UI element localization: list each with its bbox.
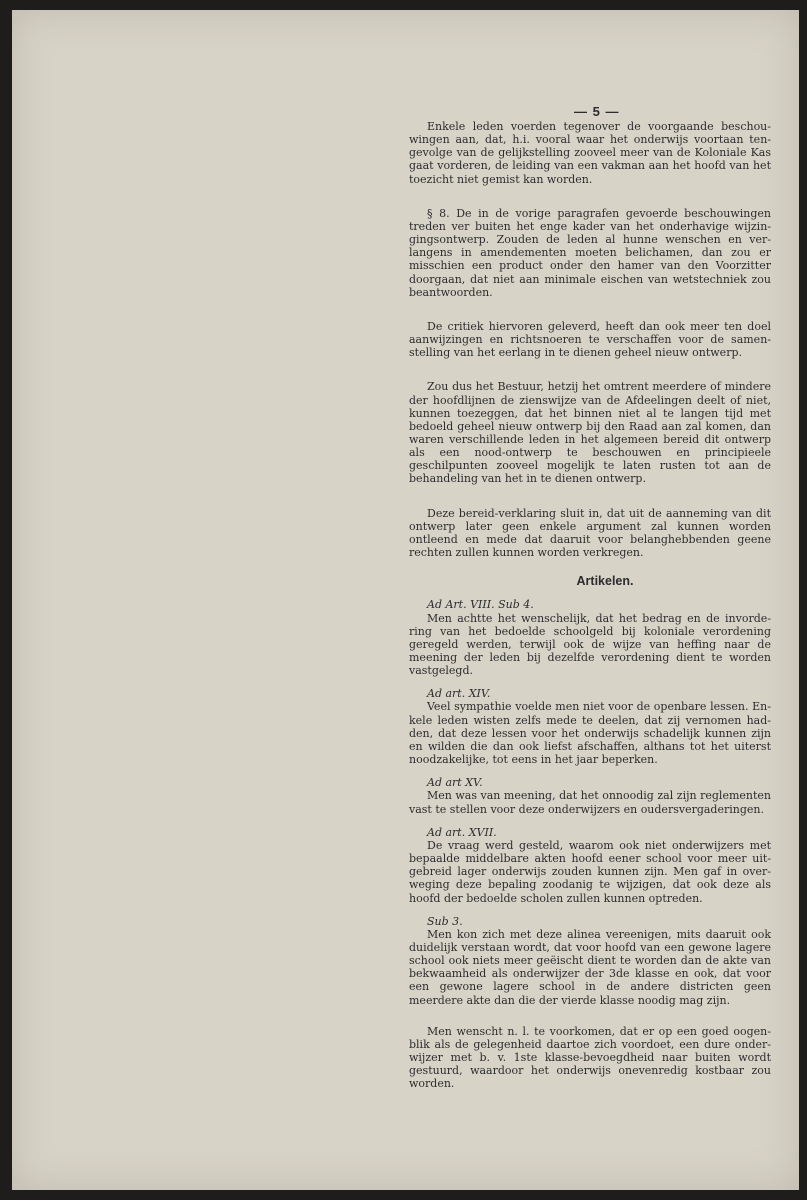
article-text: De vraag werd gesteld, waarom ook niet onderwijzers met bepaalde middelbare akten hoofd eener school voor meer uitgebreid lager onderwijs zouden kunnen zijn. Men gaf in overweging deze bepaling zoodanig te wijzigen, dat ook deze als hoofd der bedoelde scholen zullen kunnen optreden. (409, 838, 771, 905)
text-column (409, 120, 771, 1112)
paragraph-2: § 8. De in de vorige paragrafen gevoerde beschouwingen treden ver buiten het enge kader van het onderhavige wijzingingsontwerp. Zouden de leden al hunne wenschen en verlangens in amendementen moeten belichamen, dan zou er misschien een product onder den hamer van den Voorzitter doorgaan, dat niet aan minimale eischen van wetstechniek zou beantwoorden. (409, 206, 771, 299)
article-text: Men was van meening, dat het onnoodig zal zijn reglementen vast te stellen voor deze onderwijzers en oudersvergaderingen. (409, 789, 771, 816)
paragraph-5: Deze bereid-verklaring sluit in, dat uit de aanneming van dit ontwerp later geen enkele argument zal kunnen worden ontleend en mede dat daaruit voor belanghebbenden geene rechten zullen kunnen worden verkregen. (409, 506, 771, 560)
article-block (409, 776, 771, 815)
article-text: Men achtte het wenschelijk, dat het bedrag en de invordering van het bedoelde schoolgeld bij koloniale verordening geregeld werden, terwijl ook de wijze van heffing naar de meening der leden bij dezelfde verordening dient te worden vastgelegd. (409, 611, 771, 678)
paragraph-1: Enkele leden voerden tegenover de voorgaande beschouwingen aan, dat, h.i. vooral waar het onderwijs voortaan tengevolge van de gelijkstelling zooveel meer van de Koloniale Kas gaat vorderen, de leiding van een vakman aan het hoofd van het toezicht niet gemist kan worden. (409, 120, 771, 186)
document-page (12, 10, 799, 1190)
article-text: Men kon zich met deze alinea vereenigen, mits daaruit ook duidelijk verstaan wordt, dat voor hoofd van een gewone lagere school ook niets meer geëischt dient te worden dan de akte van bekwaamheid als onderwijzer der 3de klasse en ook, dat voor een gewone lagere school in de andere districten geen meerdere akte dan die der vierde klasse noodig mag zijn. (409, 927, 771, 1007)
article-block (409, 915, 771, 1007)
article-ref: Sub 3. (427, 914, 463, 928)
page-number: — 5 — (574, 104, 620, 119)
article-ref: Ad art. XIV. (427, 687, 491, 701)
paragraph-4: Zou dus het Bestuur, hetzij het omtrent meerdere of mindere der hoofdlijnen de zienswijze van de Afdeelingen deelt of niet, kunnen toezeggen, dat het binnen niet al te langen tijd met bedoeld geheel nieuw ontwerp bij den Raad aan zal komen, dan waren verschillende leden in het algemeen bereid dit ontwerp als een nood-ontwerp te beschouwen en principieele geschilpunten zooveel mogelijk te laten rusten tot aan de behandeling van het in te dienen ontwerp. (409, 380, 771, 486)
article-block (409, 826, 771, 905)
article-ref: Ad art XV. (427, 776, 483, 790)
article-ref: Ad art. XVII. (427, 825, 497, 839)
article-text: Veel sympathie voelde men niet voor de openbare lessen. Enkele leden wisten zelfs mede te deelen, dat zij vernomen hadden, dat deze lessen voor het onderwijs schadelijk kunnen zijn en wilden die dan ook liefst afschaffen, althans tot het uiterst noodzakelijke, tot eens in het jaar beperken. (409, 700, 771, 767)
article-ref: Ad Art. VIII. Sub 4. (427, 598, 534, 612)
closing-paragraph: Men wenscht n. l. te voorkomen, dat er op een goed oogenblik als de gelegenheid daartoe zich voordoet, een dure onderwijzer met b. v. 1ste klasse-bevoegdheid naar buiten wordt gestuurd, waardoor het onderwijs onevenredig kostbaar zou worden. (409, 1024, 771, 1091)
article-block (409, 598, 771, 677)
section-heading: Artikelen. (576, 574, 634, 589)
article-block (409, 687, 771, 766)
paragraph-3: De critiek hiervoren geleverd, heeft dan ook meer ten doel aanwijzingen en richtsnoeren te verschaffen voor de samenstelling van het eerlang in te dienen geheel nieuw ontwerp. (409, 319, 771, 360)
